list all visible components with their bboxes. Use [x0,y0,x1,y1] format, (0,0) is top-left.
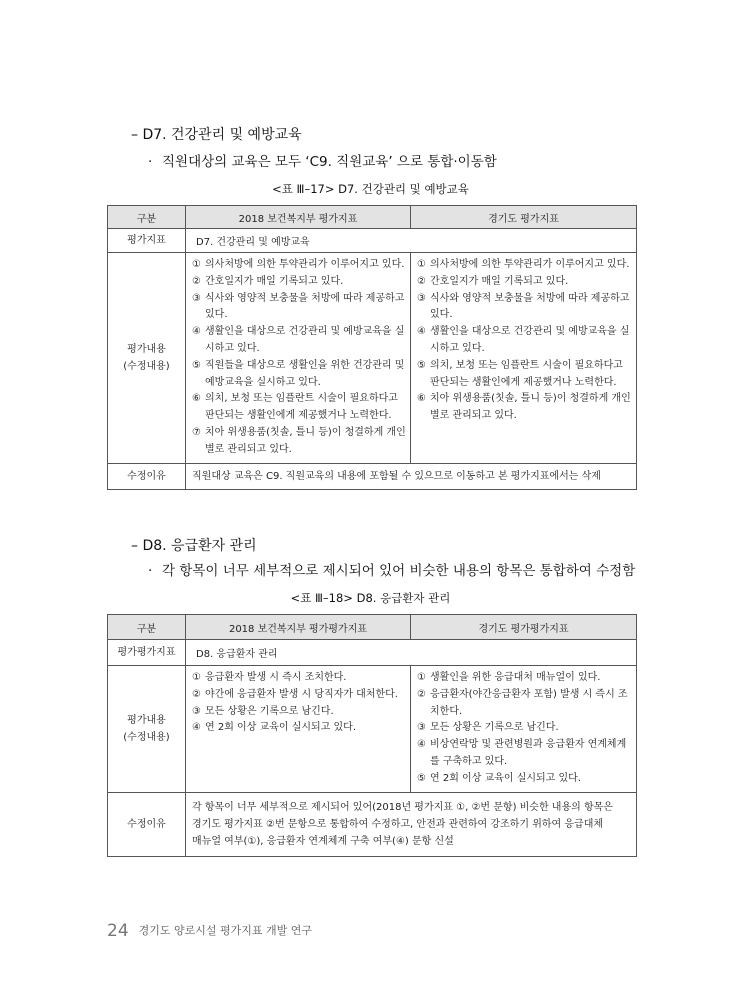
item-text: 비상연락망 및 관련병원과 응급환자 연계체계를 구축하고 있다. [430,739,627,767]
item-text: 연 2회 이상 교육이 실시되고 있다. [205,722,357,734]
item-text: 모든 상황은 기록으로 남긴다. [430,722,559,734]
reason-text: 직원대상 교육은 C9. 직원교육의 내용에 포함될 수 있으므로 이동하고 본 평가지표에서는 삭제 [186,463,637,489]
item-number: ② [192,688,201,700]
reason-line: 경기도 평가지표 ②번 문항으로 통합하여 수정하고, 안전과 관련하여 강조하기 위하여 응급대체 [192,818,604,830]
header-category: 구분 [108,615,186,640]
header-2018: 2018 보건복지부 평가평가지표 [186,615,411,640]
list-item [417,324,632,358]
item-text: 연 2회 이상 교육이 실시되고 있다. [430,772,582,784]
indicator-value: D8. 응급환자 관리 [186,640,637,666]
item-number: ① [417,259,426,270]
content-label-line: 평가내용 [127,714,166,726]
header-category: 구분 [108,206,186,229]
list-item [192,687,406,704]
header-gyeonggi: 경기도 평가지표 [411,206,637,229]
content-label-line: 평가내용 [127,343,166,355]
list-item [417,737,632,771]
item-number: ④ [192,326,201,338]
footer-title: 경기도 양로시설 평가지표 개발 연구 [138,924,313,937]
item-text: 생활인을 대상으로 건강관리 및 예방교육을 실시하고 있다. [205,326,405,354]
header-2018: 2018 보건복지부 평가지표 [186,206,411,229]
item-number: ③ [192,705,201,717]
item-number: ④ [417,739,426,751]
item-text: 의치, 보청 또는 임플란트 시술이 필요하다고 판단되는 생활인에게 제공했거나 노력한다. [205,393,398,422]
content-2018 [186,666,411,793]
item-list [417,257,632,425]
section-bullet-d8 [148,559,635,579]
list-item [417,291,632,325]
list-item [417,771,632,788]
bullet-text: 각 항목이 너무 세부적으로 제시되어 있어 비슷한 내용의 항목은 통합하여 수정함 [162,563,636,579]
section-bullet-d7 [148,150,497,170]
table-header-row [108,206,637,229]
item-number: ③ [417,722,426,734]
content-label [108,253,186,464]
item-text: 생활인을 대상으로 건강관리 및 예방교육을 실시하고 있다. [430,326,630,354]
list-item [192,425,406,459]
item-text: 간호일지가 매일 기록되고 있다. [205,275,344,287]
item-number: ⑦ [192,426,201,438]
list-item [192,391,406,425]
item-number: ③ [417,292,426,304]
list-item [417,687,632,721]
item-number: ⑥ [417,393,426,405]
table-d8 [107,614,637,857]
list-item [417,257,632,274]
reason-line: 각 항목이 너무 세부적으로 제시되어 있어(2018년 평가지표 ①, ②번 문항) 비슷한 내용의 항목은 [192,801,613,813]
reason-label: 수정이유 [108,463,186,489]
item-text: 생활인을 위한 응급대처 매뉴얼이 있다. [430,672,601,683]
list-item [192,257,406,274]
bullet-dot: · [148,563,153,579]
list-item [192,704,406,721]
table-caption-18: <표 Ⅲ–18> D8. 응급환자 관리 [290,591,451,605]
item-number: ① [192,672,201,683]
content-gyeonggi [411,666,637,793]
reason-text [186,792,637,856]
item-text: 식사와 영양적 보충물을 처방에 따라 제공하고 있다. [430,292,630,321]
indicator-value: D7. 건강관리 및 예방교육 [186,229,637,253]
indicator-label: 평가평가지표 [108,640,186,666]
item-list [192,257,406,459]
item-number: ⑤ [192,359,201,371]
list-item [192,324,406,358]
item-number: ① [192,259,201,270]
item-number: ② [417,688,426,700]
item-number: ④ [192,722,201,734]
list-item [417,391,632,425]
item-text: 응급환자 발생 시 즉시 조치한다. [205,672,347,683]
content-row [108,253,637,464]
reason-line: 매뉴얼 여부(①), 응급환자 연계체계 구축 여부(④) 문항 신설 [192,835,454,847]
section-heading-d7: – D7. 건강관리 및 예방교육 [131,127,302,143]
reason-row [108,792,637,856]
item-text: 직원들을 대상으로 생활인을 위한 건강관리 및 예방교육을 실시하고 있다. [205,359,405,388]
list-item [417,720,632,737]
item-number: ① [417,672,426,683]
table-d7 [107,205,637,490]
item-number: ④ [417,326,426,338]
content-label-line: (수정내용) [123,360,170,372]
item-list [192,670,406,737]
page-footer [107,921,312,941]
list-item [417,274,632,291]
indicator-label: 평가지표 [108,229,186,253]
item-text: 간호일지가 매일 기록되고 있다. [430,275,569,287]
item-text: 의사처방에 의한 투약관리가 이루어지고 있다. [430,259,630,270]
item-list [417,670,632,788]
indicator-row [108,229,637,253]
list-item [192,274,406,291]
reason-label: 수정이유 [108,792,186,856]
table-header-row [108,615,637,640]
item-text: 의치, 보청 또는 임플란트 시술이 필요하다고 판단되는 생활인에게 제공했거나 노력한다. [430,359,623,388]
content-gyeonggi [411,253,637,464]
item-text: 응급환자(야간응급환자 포함) 발생 시 즉시 조치한다. [430,688,628,717]
bullet-dot: · [148,154,153,170]
item-number: ② [417,275,426,287]
content-row [108,666,637,793]
item-number: ⑤ [417,359,426,371]
item-text: 식사와 영양적 보충물을 처방에 따라 제공하고 있다. [205,292,405,321]
list-item [417,670,632,687]
list-item [417,358,632,392]
content-2018 [186,253,411,464]
table-caption-17: <표 Ⅲ–17> D7. 건강관리 및 예방교육 [272,182,469,196]
item-text: 모든 상황은 기록으로 남긴다. [205,705,334,717]
item-text: 치아 위생용품(칫솔, 틀니 등)이 청결하게 개인별로 관리되고 있다. [430,393,631,422]
indicator-row [108,640,637,666]
list-item [192,291,406,325]
header-gyeonggi: 경기도 평가평가지표 [411,615,637,640]
list-item [192,720,406,737]
item-text: 야간에 응급환자 발생 시 당직자가 대처한다. [205,688,398,700]
item-number: ② [192,275,201,287]
list-item [192,358,406,392]
content-label [108,666,186,793]
bullet-text: 직원대상의 교육은 모두 ‘C9. 직원교육’ 으로 통합·이동함 [162,154,497,170]
reason-row [108,463,637,489]
content-label-line: (수정내용) [123,731,170,743]
item-number: ⑤ [417,772,426,784]
item-text: 치아 위생용품(칫솔, 틀니 등)이 청결하게 개인별로 관리되고 있다. [205,426,406,455]
item-number: ⑥ [192,393,201,405]
section-heading-d8: – D8. 응급환자 관리 [131,538,257,554]
page-number: 24 [107,921,129,941]
item-text: 의사처방에 의한 투약관리가 이루어지고 있다. [205,259,405,270]
list-item [192,670,406,687]
item-number: ③ [192,292,201,304]
